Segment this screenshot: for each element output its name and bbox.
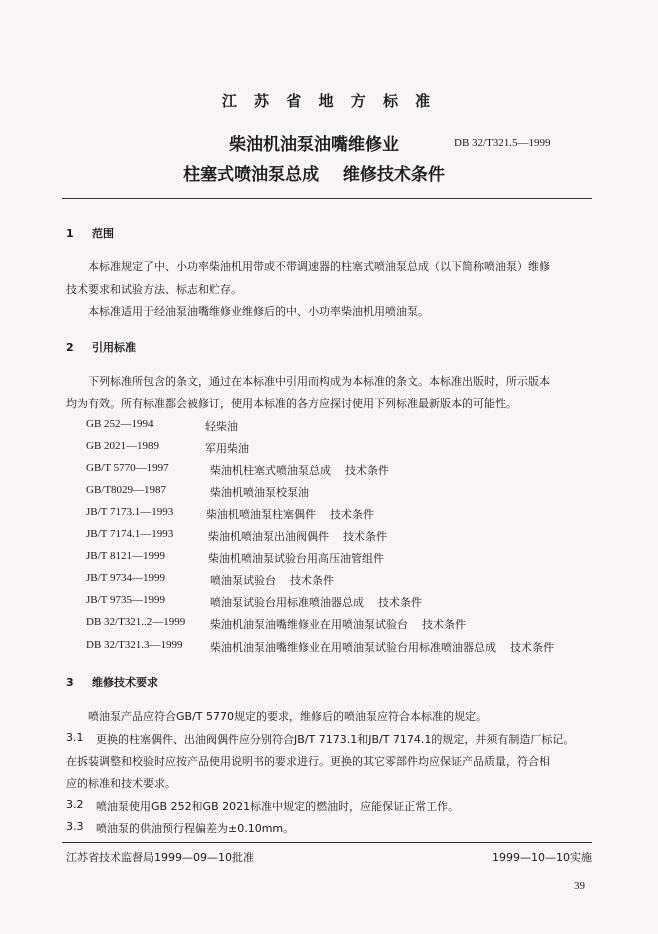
- reference-code: GB 252—1994: [86, 418, 154, 430]
- reference-title: 柴油机柱塞式喷油泵总成 技术条件: [210, 464, 389, 477]
- clause-3-1-line-1: 更换的柱塞偶件、出油阀偶件应分别符合JB/T 7173.1和JB/T 7174.1的规定，并须有制造厂标记。: [96, 733, 575, 746]
- clause-3-2-text: 喷油泵使用GB 252和GB 2021标准中规定的燃油时，应能保证正常工作。: [96, 800, 460, 813]
- clause-3-1-number: 3.1: [66, 731, 84, 744]
- clause-3-2-number: 3.2: [66, 798, 84, 811]
- section-2-number: 2: [66, 341, 74, 354]
- issuer-header: 江 苏 省 地 方 标 准: [221, 92, 437, 110]
- implementation-date: 1999—10—10实施: [492, 851, 592, 864]
- reference-title: 轻柴油: [205, 420, 238, 433]
- page-number: 39: [574, 880, 585, 892]
- clause-3-1-line-3: 应的标准和技术要求。: [66, 777, 176, 790]
- approval-statement: 江苏省技术监督局1999—09—10批准: [66, 851, 254, 864]
- reference-title: 柴油机油泵油嘴维修业在用喷油泵试验台 技术条件: [210, 618, 466, 631]
- clause-3-3-number: 3.3: [66, 820, 84, 833]
- reference-title: 军用柴油: [205, 442, 249, 455]
- section-2-heading: [66, 339, 136, 355]
- section-1-number: 1: [66, 227, 74, 240]
- reference-code: JB/T 9734—1999: [86, 572, 165, 584]
- reference-code: JB/T 8121—1999: [86, 550, 165, 562]
- footer-divider: [62, 842, 592, 843]
- section-1-paragraph-2: 本标准适用于经油泵油嘴维修业维修后的中、小功率柴油机用喷油泵。: [88, 305, 429, 318]
- reference-title: 柴油机喷油泵校泵油: [210, 486, 309, 499]
- reference-code: JB/T 9735—1999: [86, 594, 165, 606]
- reference-title: 柴油机喷油泵试验台用高压油管组件: [208, 552, 384, 565]
- title-divider: [62, 198, 592, 199]
- section-1-title: 范围: [92, 227, 114, 240]
- section-3-number: 3: [66, 676, 74, 689]
- reference-code: JB/T 7174.1—1993: [86, 528, 174, 540]
- reference-code: GB 2021—1989: [86, 440, 160, 452]
- section-3-title: 维修技术要求: [92, 676, 158, 689]
- clause-3-1-line-2: 在拆装调整和校验时应按产品使用说明书的要求进行。更换的其它零部件均应保证产品质量，符合相: [66, 755, 550, 768]
- reference-title: 柴油机喷油泵柱塞偶件 技术条件: [206, 508, 374, 521]
- reference-code: DB 32/T321.3—1999: [86, 639, 183, 651]
- section-1-heading: [66, 225, 114, 241]
- section-3-intro: 喷油泵产品应符合GB/T 5770规定的要求，维修后的喷油泵应符合本标准的规定。: [88, 710, 487, 723]
- section-2-paragraph-1a: 下列标准所包含的条文，通过在本标准中引用而构成为本标准的条文。本标准出版时，所示版本: [88, 375, 550, 388]
- title-line-1: 柴油机油泵油嘴维修业: [229, 135, 399, 155]
- reference-code: GB/T 5770—1997: [86, 462, 169, 474]
- document-number: DB 32/T321.5—1999: [454, 137, 551, 149]
- clause-3-3-text: 喷油泵的供油预行程偏差为±0.10mm。: [96, 822, 295, 835]
- section-2-title: 引用标准: [92, 341, 136, 354]
- title-line-2: 柱塞式喷油泵总成 维修技术条件: [183, 165, 445, 185]
- section-1-paragraph-1b: 技术要求和试验方法、标志和贮存。: [66, 283, 242, 296]
- section-2-paragraph-1b: 均为有效。所有标准都会被修订，使用本标准的各方应探讨使用下列标准最新版本的可能性。: [66, 397, 517, 410]
- reference-title: 喷油泵试验台用标准喷油器总成 技术条件: [210, 596, 422, 609]
- section-3-heading: [66, 674, 158, 690]
- reference-title: 柴油机油泵油嘴维修业在用喷油泵试验台用标准喷油器总成 技术条件: [210, 641, 554, 654]
- reference-code: GB/T8029—1987: [86, 484, 167, 496]
- reference-title: 喷油泵试验台 技术条件: [210, 574, 334, 587]
- reference-code: JB/T 7173.1—1993: [86, 506, 174, 518]
- section-1-paragraph-1a: 本标准规定了中、小功率柴油机用带或不带调速器的柱塞式喷油泵总成（以下简称喷油泵）维修: [88, 260, 550, 273]
- reference-title: 柴油机喷油泵出油阀偶件 技术条件: [208, 530, 387, 543]
- reference-code: DB 32/T321..2—1999: [86, 616, 186, 628]
